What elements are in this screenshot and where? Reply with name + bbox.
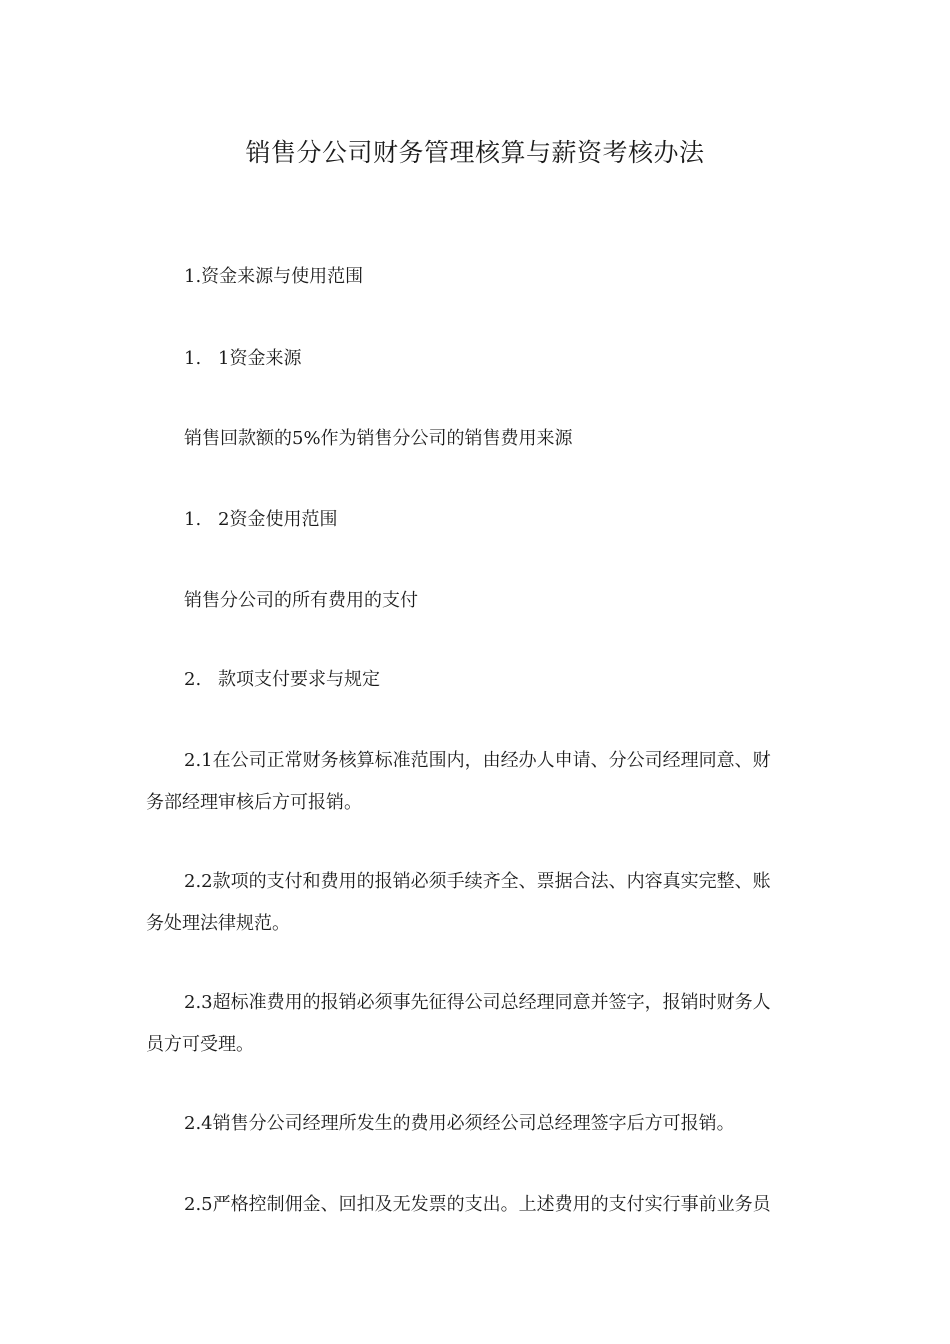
section-1-2-heading <box>184 511 337 529</box>
paragraph-2-3-line-2: 员方可受理。 <box>146 1034 254 1055</box>
section-1-1-heading <box>184 350 301 368</box>
document-title: 销售分公司财务管理核算与薪资考核办法 <box>245 138 705 167</box>
section-2-number: 2. <box>184 669 202 690</box>
section-1-1-number: 1. <box>184 348 202 369</box>
paragraph-2-1-line-2: 务部经理审核后方可报销。 <box>146 792 362 813</box>
section-1-2-number: 1. <box>184 509 202 530</box>
paragraph-2-2-line-1: 2.2款项的支付和费用的报销必须手续齐全、票据合法、内容真实完整、账 <box>184 871 771 892</box>
paragraph-2-1-line-1: 2.1在公司正常财务核算标准范围内，由经办人申请、分公司经理同意、财 <box>184 750 771 771</box>
section-2-heading <box>184 671 380 689</box>
paragraph-2-5-line-1: 2.5严格控制佣金、回扣及无发票的支出。上述费用的支付实行事前业务员 <box>184 1194 771 1215</box>
section-1-2-body: 销售分公司的所有费用的支付 <box>184 590 418 611</box>
section-1-1-label: 1资金来源 <box>218 348 302 369</box>
paragraph-2-4-line-1: 2.4销售分公司经理所发生的费用必须经公司总经理签字后方可报销。 <box>184 1113 735 1134</box>
section-1-1-body: 销售回款额的5%作为销售分公司的销售费用来源 <box>184 428 573 449</box>
paragraph-2-2-line-2: 务处理法律规范。 <box>146 913 290 934</box>
section-2-label: 款项支付要求与规定 <box>218 669 380 690</box>
paragraph-2-3-line-1: 2.3超标准费用的报销必须事先征得公司总经理同意并签字，报销时财务人 <box>184 992 771 1013</box>
section-1-heading: 1.资金来源与使用范围 <box>184 266 364 287</box>
section-1-2-label: 2资金使用范围 <box>218 509 338 530</box>
